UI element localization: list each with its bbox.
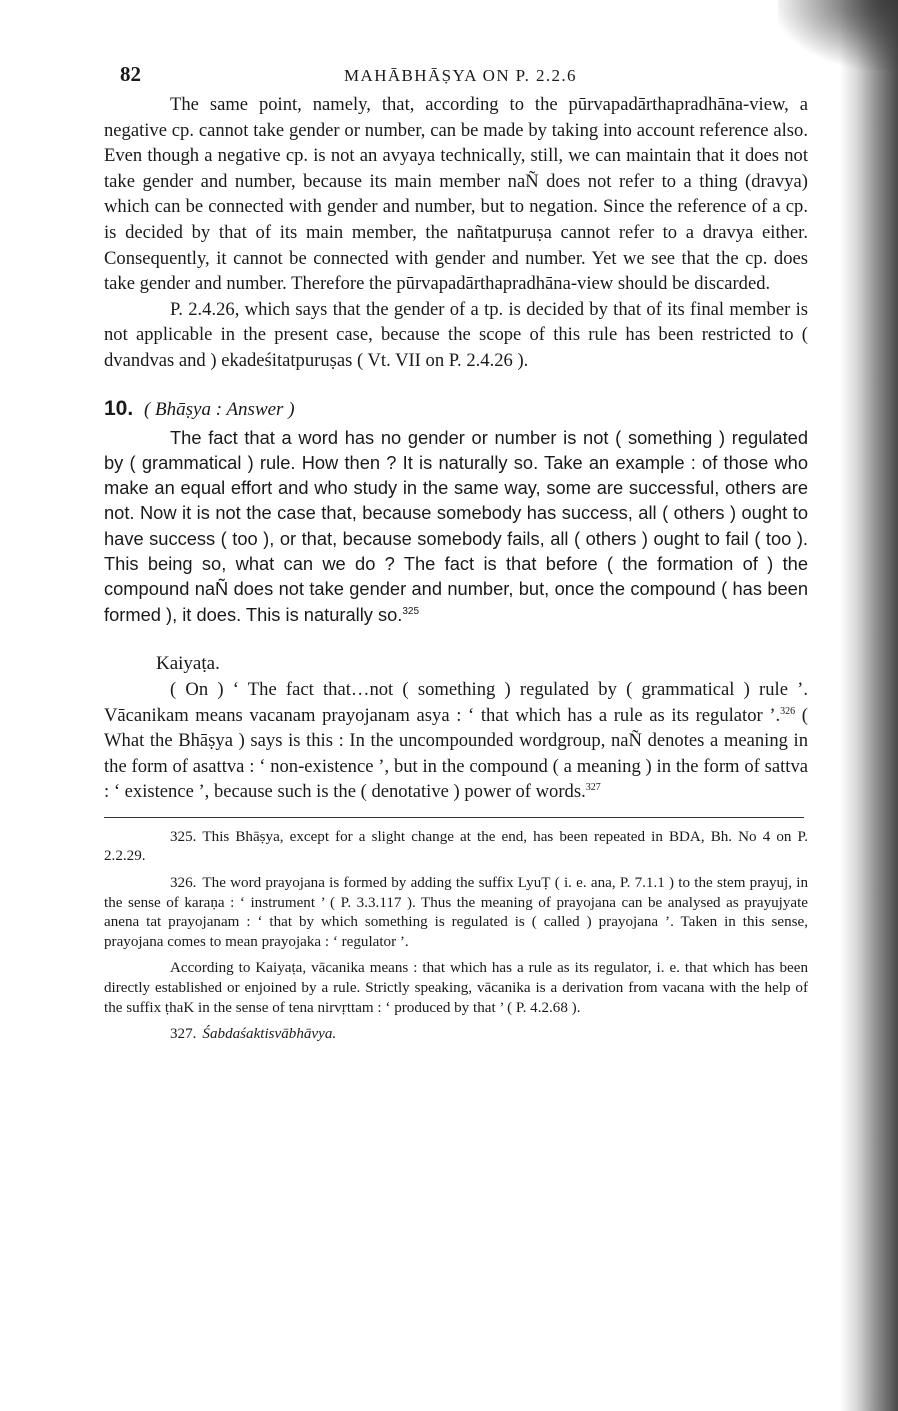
footnotes xyxy=(104,828,808,1045)
footnote-325 xyxy=(104,828,808,867)
scan-page-edge-shadow xyxy=(840,0,898,1411)
footnote-ref-325: 325 xyxy=(402,605,420,617)
footnote-number: 326. xyxy=(170,875,197,892)
page-header xyxy=(104,58,808,92)
footnote-number: 327. xyxy=(170,1026,197,1043)
footnote-text: Śabdaśaktisvābhāvya. xyxy=(202,1026,337,1043)
kaiyata-text-b: ( What the Bhāṣya ) says is this : In the uncompounded wordgroup, naÑ denotes a meaning in the form of asattva : ‘ non-existence ’, but in the compound ( a meaning ) in the form of sattva : ‘ existence ’, because such is the ( denotative ) power of words. xyxy=(104,704,808,803)
paragraph-2: P. 2.4.26, which says that the gender of a tp. is decided by that of its final member is not applicable in the present case, because the scope of this rule has been restricted to ( dvandvas and ) ekadeśitatpuruṣas ( Vt. VII on P. 2.4.26 ). xyxy=(104,298,808,371)
footnote-number: 325. xyxy=(170,828,197,845)
footnote-327 xyxy=(104,1025,808,1045)
section-label: ( Bhāṣya : Answer ) xyxy=(143,398,295,420)
footnote-ref-327: 327 xyxy=(585,782,601,794)
bhasya-text: The fact that a word has no gender or number is not ( something ) regulated by ( grammatical ) rule. How then ? It is naturally so. Take an example : of those who make an equal effort and who study in the same way, some are successful, others are not. Now it is not the case that, because somebody has success, all ( others ) ought to have success ( too ), or that, because somebody fails, all ( others ) ought to fail ( too ). This being so, what can we do ? The fact is that before ( the formation of ) the compound naÑ does not take gender and number, but, once the compound ( has been formed ), it does. This is naturally so. xyxy=(104,426,808,625)
kaiyata-heading: Kaiyaṭa. xyxy=(156,652,220,674)
kaiyata-text-a: ( On ) ‘ The fact that…not ( something ) regulated by ( grammatical ) rule ’. Vācanikam means vacanam prayojanam asya : ‘ that which has a rule as its regulator ’. xyxy=(104,678,808,726)
paragraph-1: The same point, namely, that, according to the pūrvapadārthapradhāna-view, a negative cp. cannot take gender or number, can be made by taking into account reference also. Even though a negative cp. is not an avyaya technically, still, we can maintain that it does not take gender and number, because its main member naÑ does not refer to a thing (dravya) which can be connected with gender and number, but to negation. Since the reference of a cp. is decided by that of its main member, the nañtatpuruṣa cannot refer to a dravya either. Consequently, it cannot be connected with gender and number. Yet we see that the cp. does take gender and number. Therefore the pūrvapadārthapradhāna-view should be discarded. xyxy=(104,94,808,295)
section-number: 10. xyxy=(104,396,134,420)
footnote-text: This Bhāṣya, except for a slight change at the end, has been repeated in BDA, Bh. No 4 on P. 2.2.29. xyxy=(104,828,808,865)
kaiyata-paragraph xyxy=(104,677,808,805)
running-head: MAHĀBHĀṢYA ON P. 2.2.6 xyxy=(344,66,577,85)
footnote-text: According to Kaiyaṭa, vācanika means : that which has a rule as its regulator, i. e. that which has been directly established or enjoined by a rule. Strictly speaking, vācanika is a derivation from vacana with the help of the suffix ṭhaK in the sense of tena nirvṛttam : ‘ produced by that ’ ( P. 4.2.68 ). xyxy=(104,960,808,1016)
footnote-text: The word prayojana is formed by adding the suffix LyuṬ ( i. e. ana, P. 7.1.1 ) to the stem prayuj, in the sense of karaṇa : ‘ instrument ’ ( P. 3.3.117 ). Thus the meaning of prayojana can be analysed as prayujyate anena tat prayojanam : ‘ that by which something is regulated is ( called ) prayojana ’. Taken in this sense, prayojana comes to mean prayojaka : ‘ regulator ’. xyxy=(104,875,808,950)
section-heading xyxy=(104,396,808,423)
footnote-ref-326: 326 xyxy=(780,705,796,717)
footnote-divider xyxy=(104,817,804,818)
footnote-326 xyxy=(104,874,808,952)
page-number: 82 xyxy=(120,62,141,86)
book-page xyxy=(104,58,808,1052)
footnote-326-continued xyxy=(104,959,808,1018)
bhasya-paragraph xyxy=(104,425,808,627)
